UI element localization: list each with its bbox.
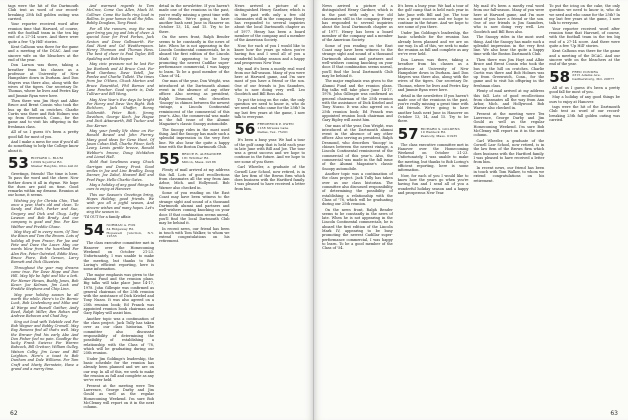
body-paragraph: Under Jim Goldings's leadership, the basic schedule for the reunion has already been planned and we are on our way. In all of this, we seek to make the reunion as full and complete as any we've ever held. <box>83 356 154 383</box>
class-year-number: 53 <box>8 153 29 172</box>
column-1 <box>8 4 79 406</box>
class-year-number: 58 <box>549 67 571 86</box>
body-paragraph: Then there was Jim Hoyt and Albie Bruce and Brent Cousin who took the bus up the hill on crutches. Charlie Curtis was there and Bob Holmes was up from Greenwich, Conn., for the game and to visit his offspring in the freshman class. <box>8 98 79 129</box>
body-paragraph: And I make a mess for one if you'd all do something to help the College know about it. <box>8 140 79 153</box>
poem-paragraph: May New Year's Eve days be bright For Henry and Dave Van Right. Bob Eichhorn, Jack Shaffer, Ronny Goldsmith. Peter Rich, Jimmy Davidson, George Koch. Joe Hague and Dick Attaeworth, Bill Tucker and Doc Kerner. <box>86 97 154 128</box>
right-columns <box>322 4 620 406</box>
poem-paragraph: This our Season's Greetings bring, Hopes Holiday; good friends. We wish you all a joyful season, And sincere wishes and many hopes. Let's sing the season in. <box>86 192 154 214</box>
page-number-right: 63 <box>610 410 618 417</box>
body-paragraph: May a holiday of any good things be ours to enjoy at Hanover. <box>549 95 620 104</box>
right-page <box>314 0 628 420</box>
body-paragraph: The Snoopy rides in the most used thing. And the Snoopy has made such a splendid impression in the very first line. We also hear the quite a happy time with the Boston Dartmouth Club. <box>473 35 545 57</box>
secretary-address-line: 2315 Adams Ave. <box>572 73 601 78</box>
body-paragraph: In recent news, our friend has been in touch with Tom Walker, to whom we extend congratulations on his retirement. <box>159 226 230 244</box>
class-secretary-block <box>421 127 460 140</box>
secretary-name: RICHARD L. BLUM <box>30 155 63 160</box>
secretary-name: RICHARD S. GOLDENS <box>420 126 460 131</box>
body-paragraph: Greetings, friends! The time is here. To pass the word and the cheer. Now further down it all in rhyme. We hope the dues are paid on time. Good remarks within my dreams. Reunion at our home, it seems. <box>8 171 79 198</box>
secretary-address-line: 10 Waldeck Rd. <box>420 130 447 135</box>
body-paragraph: News arrived a picture of a distinguished Henry Gardner, which is in the past with only a few old classmates still in the company. Henry has responded to several inquiries about the local Dartmouth chapter as of 1977. Henry has been a board member of the company and a member of the American Society. <box>234 4 305 43</box>
body-paragraph: The major emphasis was given to the Alumni Fund and the reunion plans. Big talks will take place June 14-17, 1978. John Gillespie was confirmed as general chairman of the 25th reunion with the assistance of Dick Kriebel and Tony Nuzzo. It was also agreed on a 25th reunion book; Ed Franck was appointed reunion book chairman and Gary Ripley will assist him. <box>83 272 154 316</box>
body-paragraph: Kent Calhoun was there for the game and a meeting of the DCAC. And our sincere wife on the bleachers at the end of the year. <box>8 45 79 62</box>
body-paragraph: It's been a busy year. We had a tour of the golf camp that is held each year in late June with Bill and Joe. The tour was a great success and we hope to continue in the future. And we hope to see some of you there. <box>397 4 469 30</box>
class-secretary-block <box>31 156 78 169</box>
secretary-name: NORMAN A. FOX <box>106 222 136 227</box>
secretary-name: FREDERICK P. OWEN <box>257 122 294 127</box>
class-heading-53 <box>8 153 79 172</box>
body-paragraph: On the news front, Ralph Bender seems to be constantly in the news of late. When he is not appearing in the Lincoln Continental commercials, he is aboard the first edition of the Lincoln Mark IV, appearing to be busy promoting the newest Cadillar super-performance commercial, I was happy to learn. To be a good member of the Class of '54. <box>322 207 393 251</box>
column-3 <box>159 4 230 406</box>
class-secretary-block <box>106 223 154 240</box>
body-paragraph: To put the icing on the cake, the only question we need to know is, who do we need and who came for the 25th? In my last few years at the game, I now talk to everyone. <box>549 4 620 26</box>
class-heading-58 <box>549 67 620 86</box>
poem-paragraph: May civic pressure not be lost For Joe Burbank and Al Bruce Cost. For Brad Giardano, Dave Yatell, Joe Pardee and Charlie Tullett. The times from Joe O'Hara, Chuck Morton and Bruce Rosenthal, Phil Barnes and Lane Pancher. Good sports is, Dale Tulliver and Bill Wong. <box>86 62 154 97</box>
body-paragraph: To put the icing on the cake, the only question we need to know is, who do we need and who came for the 25th? In my last few years at the game, I now talk to everyone. <box>234 97 305 119</box>
secretary-name: BRUCE B. ALEXANDER <box>181 152 222 157</box>
body-paragraph: Plenty of mail arrived at my address this fall. Lots of good recollections from classmates all the way from Ann Arbor, Mich. and Hollywood. Bob Warner also checked in. <box>473 89 545 111</box>
class-secretary-block <box>572 70 614 83</box>
body-paragraph: Present at the meeting were Tex Lawrence, George Darby and Jim Gould as well as the regular Homecoming Weekend. I'm sure Bob McClenny will report on it in the next column. <box>83 383 154 410</box>
secretary-address-line: 181 Whittier Rd. <box>181 156 210 161</box>
body-paragraph: Some of you reading on the East Coast may have been witness to the strange sight and sound of a thousand Dartmouth alumni and partners and well-wishers coming knocking on your door. If that combination seems unreal, you'll find the local Dartmouth Club may be behind it. <box>322 43 393 78</box>
body-paragraph: All of us I guess it's been a pretty good fall for most of you. <box>8 130 79 139</box>
body-paragraph: Another topic was a continuation of the class project. Jack Tully has taken over as our class historian. The committee also discussed responsibility of determining the possibility of establishing a relationship with the Class of '78, which will be graduating during our 25th reunion. <box>322 172 393 207</box>
column-4 <box>235 4 306 406</box>
secretary-address-line: Dallas, Tex. 75201 <box>257 130 289 135</box>
column-8 <box>549 4 620 406</box>
body-paragraph: Our man of the year, Don Wright, was introduced at the Dartmouth alumni event in the absence of any other officer. Also serving as president, Ralph Desmond, who describes 'Snoopy' in chimes between the newest vintage, a Lincoln Continental reminiscent of the commercial of this year's. Also, the commercial was made in the fall issue of the Alumni Magazine's classic Snoopy automobile. <box>322 123 393 171</box>
body-paragraph: Your reporter received word after reunion time that Harvard, of course, with the football team in the ten big end of a 27-14 score. And there were quite a few 'Up Hill' stories. <box>8 22 79 44</box>
left-columns <box>8 4 305 410</box>
secretary-address-line: Gaithersburg, Md. 20877 <box>572 77 615 82</box>
body-paragraph: The Snoopy rides in the most used thing. And the Snoopy has made such a splendid impression in the very first line. We also hear the quite a happy time with the Boston Dartmouth Club. <box>159 127 230 150</box>
body-paragraph: Some of you reading on the East Coast may have been witness to the strange sight and sound of a thousand Dartmouth alumni and partners and well-wishers coming knocking on your door. If that combination seems unreal, you'll find the local Dartmouth Club may be behind it. <box>159 191 230 226</box>
body-paragraph: Carl Wheeler, a graduate of the Cornell Law School, now retired, is in the law firm of the Brown firm which does business with the Hartford family. I was pleased to have received a letter from him. <box>473 138 545 165</box>
secretary-address-line: 1138 Strauss Lane <box>257 126 289 131</box>
body-paragraph: On the news front, Ralph Bender seems to be constantly in the news of late. When he is not appearing in the Lincoln Continental commercials, he is aboard the first edition of the Lincoln Mark IV, appearing to be busy promoting the newest Cadillar super-performance commercial, I was happy to learn. To be a good member of the Class of '54. <box>159 35 230 78</box>
secretary-address-line: 34 Ridgeway Rd. <box>106 226 135 231</box>
poem-paragraph: May they all in every room, Of Toni the Bison and Tom the Broom. Lots of holiday all from Frazer, For Joe and Pete and Dave the Lazer. May our words blow from the heartland For Alan Fox, Peter Gutrsted, Eddie Hess, Bruce Fiore, Bob Gerson, Larry Barnett and Dick Gluestein. <box>11 230 79 265</box>
class-heading-54 <box>83 220 155 240</box>
body-paragraph: News arrived a picture of a distinguished Henry Gardner, which is in the past with only a few old classmates still in the company. Henry has responded to several inquiries about the local Dartmouth chapter as of 1977. Henry has been a board member of the company and a member of the American Society. <box>322 4 393 43</box>
body-paragraph: All of us I guess it's been a pretty good fall for most of you. <box>549 85 620 94</box>
body-paragraph: Don Larson was there, taking a breather from his classes as a professor at University of New Hampshire down in Durham. And Don Mayers was there also, along with the wives of the tigers. Our secretary Dr. Thomas, where he lives and Peetrs Kay and Jimmie Ryan were here. <box>8 63 79 98</box>
body-paragraph: The class executive committee met in Hanover over the Homecoming Weekend on October 21-23. Unfortunately, I was unable to make the meeting, but thanks to Bob Loring's efficient reporting, here is some information. <box>83 241 154 272</box>
body-paragraph: Your reporter received word after reunion time that Harvard, of course, with the football team in the ten big end of a 27-14 score. And there were quite a few 'Up Hill' stories. <box>549 26 620 48</box>
body-paragraph: Our man of the year, Don Wright, was introduced at the Dartmouth alumni event in the absence of any other officer. Also serving as president, Ralph Desmond, who describes 'Snoopy' in chimes between the newest vintage, a Lincoln Continental reminiscent of the commercial of this year's. Also, the commercial was made in the fall issue of the Alumni Magazine's classic Snoopy automobile. <box>159 79 230 127</box>
poem-paragraph: And warmest regards to Tom McCrea, Come Gus Allen, Mack M. Colliner. Come the balls ring loud in Rollins. In your homes to all the folks. Bobby Douglass, Tony Foust. <box>86 4 154 26</box>
poem-paragraph: For all the runners, may the new year bring you joy and lots of cheer. A special hour for Fred Forbes, Jack Sexton and Dave Gallwaerth. For Saul Hunt and Cal Weatherspoon. Henry Thomson and Thomas Hess. The best of cheer to Paul Taylor, Bill Spalding and Bob Hopper. <box>86 26 154 61</box>
poem-paragraph: Sing out loud with Yuletide zeal For Bob Wagner and Bobby Crowell. May Ray Rowens find all that's well. May the Brewer find his early Abe And Don Fisher feel no pain. Goodbye the lucky Frank Swierzz For Warren Babcock, Bill Greitzer, William Gulley, Watson Colby, Jim Lowe and Bill Leighton. Here's a toast to Bob Dunham and Dale Williams. For Tom Craft and Marty Bernstein, Have a grand and a merry time. <box>11 319 79 371</box>
secretary-address-line: 12309 Squirrel Rd. <box>30 159 63 164</box>
column-6 <box>398 4 469 406</box>
column-2 <box>83 4 155 410</box>
body-paragraph: Now, for each of you I would like to know how the years go when you're having fun and I send all of you a wonderful holiday season and a happy and prosperous New Year. <box>234 43 305 66</box>
body-paragraph: The class executive committee met in Hanover over the Homecoming Weekend on October 21-23. Unfortunately, I was unable to make the meeting, but thanks to Bob Loring's efficient reporting, here is some information. <box>397 142 469 173</box>
body-paragraph: The major emphasis was given to the Alumni Fund and the reunion plans. Big talks will take place June 14-17, 1978. John Gillespie was confirmed as general chairman of the 25th reunion with the assistance of Dick Kriebel and Tony Nuzzo. It was also agreed on a 25th reunion book; Ed Franck was appointed reunion book chairman and Gary Ripley will assist him. <box>322 79 393 123</box>
class-heading-57 <box>397 124 469 143</box>
body-paragraph: Present at the meeting were Tex Lawrence, George Darby and Jim Gould as well as the regular Homecoming Weekend. I'm sure Bob McClenny will report on it in the next column. <box>473 111 545 138</box>
body-paragraph: It's been a busy year. We had a tour of the golf camp that is held each year in late June with Bill and Joe. The tour was a great success and we hope to continue in the future. And we hope to see some of you there. <box>234 138 305 164</box>
poem-paragraph: Hold that loneliness away, Chuck Garrigan and Danny Frost. Good smiles in Joe and Linc Bradley, Doug Danner, Joe Zabel, Howard Bell and Fred Page. Hello Charlie Gates. <box>86 160 154 182</box>
body-paragraph: Then there was Jim Hoyt and Albie Bruce and Brent Cousin who took the bus up the hill on crutches. Charlie Curtis was there and Bob Holmes was up from Greenwich, Conn., for the game and to visit his offspring in the freshman class. <box>473 57 545 88</box>
poem-paragraph: May your family life shine on For Ronald Bowed and John Pierrey. Many good ideas for Gene Hunt. Of Jason Cohan Hall, Charlie Fitzer, Seth Leary, Lewis gentle breeze, Ronald Webber's breeze, Doug McMahon and Lionel Hall. <box>86 129 154 159</box>
class-year-number: 54 <box>83 220 105 239</box>
body-paragraph: My mail it's been a mostly real word from our fall-season. Many of you were here at Harvard game, and I'm sure most of you have a friend or the son. One of our friends is Jim Saunders, who is now doing very well. Leo Goodrich and Bill Ross also. <box>234 66 305 97</box>
secretary-address-line: Peabody, Mass. 01935 <box>420 134 458 139</box>
class-year-number: 56 <box>234 120 256 139</box>
secretary-address-line: Hopewell Junction, N.Y. 12533 <box>106 230 154 239</box>
body-paragraph: Another topic was a continuation of the class project. Jack Tully has taken over as our class historian. The committee also discussed responsibility of determining the possibility of establishing a relationship with the Class of '78, which will be graduating during our 25th reunion. <box>83 316 154 356</box>
sign-off: 'Til OUT for a family affair. <box>83 215 132 220</box>
secretary-address-line: Milton, Mass. 02186 <box>181 160 216 165</box>
page-number-left: 62 <box>10 410 18 417</box>
class-year-number: 55 <box>159 150 180 169</box>
class-secretary-block <box>182 152 222 165</box>
body-paragraph: tags were the hit of the Dartmouth Club tent as word of our record-breaking 25th fall golden outing was carried. <box>549 105 620 122</box>
secretary-address-line: Shaker Heights, Ohio 44122 <box>30 163 79 168</box>
body-paragraph: Kent Calhoun was there for the game and a meeting of the DCAC. And our sincere wife on the bleachers at the end of the year. <box>549 49 620 67</box>
class-secretary-block <box>257 122 294 135</box>
body-paragraph: detail in the newsletter. If you haven't made one of the reunions in the past, you're really missing a great time with old friends. We're going to have another bash next June in Hanover on October 13, 14, and 15. Try to be there. <box>159 4 230 34</box>
poem-paragraph: May a holiday of any good things be ours to enjoy at Hanover. <box>86 183 154 192</box>
body-paragraph: tags were the hit of the Dartmouth Club tent as word of our record-breaking 25th fall golden outing was carried. <box>8 4 79 21</box>
secretary-name: FRED CONDRA <box>572 69 599 74</box>
poem-paragraph: Throughout the year may dreams come true. For Dave Hope and Don Hill. May life be light and like a lark. For Hamer Hewes, Buddy Jones, Bob Kezer. Joe Kelman, Jim Lack and Freddie Stephens and Chip Linn. <box>11 265 79 292</box>
class-heading-56 <box>234 120 306 139</box>
body-paragraph: detail in the newsletter. If you haven't made one of the reunions in the past, you're really missing a great time with old friends. We're going to have another bash next June in Hanover on October 13, 14, and 15. Try to be there. <box>397 93 469 124</box>
body-paragraph: My mail it's been a mostly real word from our fall-season. Many of you were here at Harvard game, and I'm sure most of you have a friend or the son. One of our friends is Jim Saunders, who is now doing very well. Leo Goodrich and Bill Ross also. <box>473 4 545 34</box>
poem-paragraph: Wishing joy for Christa Chin, That once a year, that's old and clean. To Sandy and Ruth, Parker and Sue, Gregory and Dick and Chug. Lefty Lawson and Bob Brady. And our company is good and fine. For Ken Walther and Freddie Chase. <box>11 198 79 229</box>
class-heading-55 <box>159 150 230 169</box>
body-paragraph: In recent news, our friend has been in touch with Tom Walker, to whom we extend congratulations on his retirement. <box>473 165 545 183</box>
body-paragraph: Now, for each of you I would like to know how the years go when you're having fun and I send all of you a wonderful holiday season and a happy and prosperous New Year. <box>397 173 469 196</box>
body-paragraph: Don Larson was there, taking a breather from his classes as a professor at University of New Hampshire down in Durham. And Don Mayers was there also, along with the wives of the tigers. Our secretary Dr. Thomas, where he lives and Peetrs Kay and Jimmie Ryan were here. <box>397 57 469 93</box>
body-paragraph: Carl Wheeler, a graduate of the Cornell Law School, now retired, is in the law firm of the Brown firm which does business with the Hartford family. I was pleased to have received a letter from him. <box>234 165 305 191</box>
class-year-number: 57 <box>397 124 419 143</box>
body-paragraph: Under Jim Goldings's leadership, the basic schedule for the reunion has already been planned and we are on our way. In all of this, we seek to make the reunion as full and complete as any we've ever held. <box>397 30 469 57</box>
column-7 <box>474 4 545 406</box>
column-5 <box>322 4 393 406</box>
body-paragraph: Plenty of mail arrived at my address this fall. Lots of good recollections from classmates all the way from Ann Arbor, Mich. and Hollywood. Bob Warner also checked in. <box>159 168 230 190</box>
poem-paragraph: May your holiday season be all worth the while. Here's to Dr. Bernie Luck, Bob Lindenburg and Mike and Al Wargo and Russell Gaither, Andy Reed, Ralph Miller, Ben Rohan and Andrew Rebocon and Chad Dey. <box>11 292 79 319</box>
